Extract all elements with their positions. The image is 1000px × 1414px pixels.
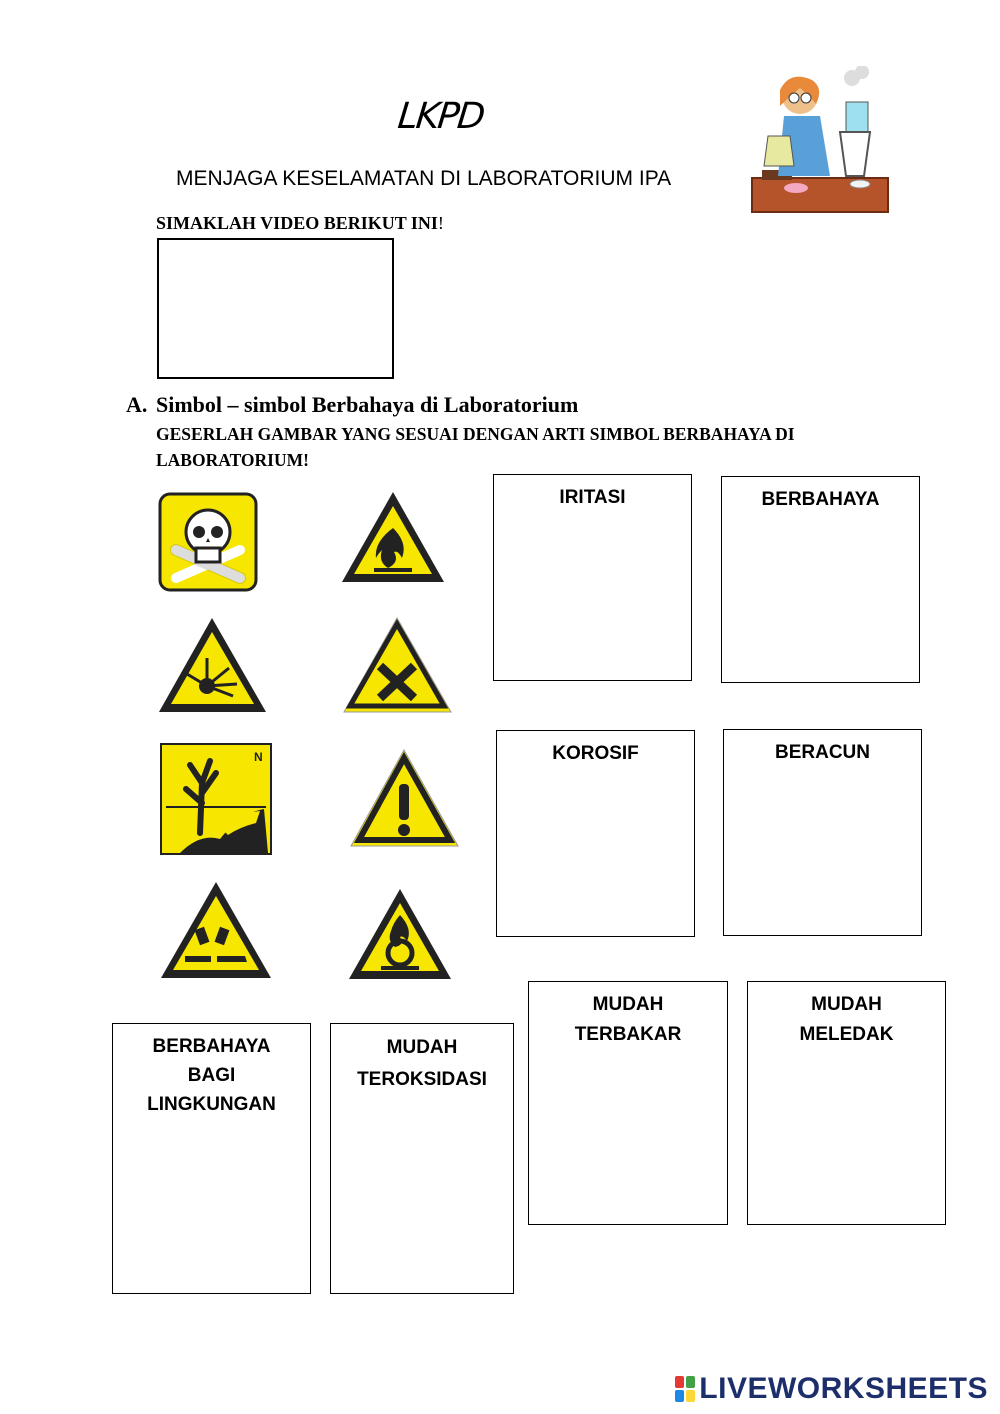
section-title: Simbol – simbol Berbahaya di Laboratorium [156,392,579,417]
liveworksheets-logo-icon [675,1376,695,1402]
scientist-illustration [750,66,890,216]
environment-hazard-symbol[interactable] [160,743,272,855]
corrosive-symbol[interactable] [157,878,275,984]
drop-box-mudah-teroksidasi[interactable]: MUDAH TEROKSIDASI [330,1023,514,1294]
video-placeholder[interactable] [157,238,394,379]
page-title: LKPD [395,96,486,137]
drop-box-berbahaya-bagi-lingkungan[interactable]: BERBAHAYA BAGI LINGKUNGAN [112,1023,311,1294]
explosive-symbol[interactable] [155,614,270,718]
liveworksheets-watermark: LIVEWORKSHEETS [675,1372,988,1406]
flammable-symbol[interactable] [338,488,448,588]
toxic-skull-symbol[interactable] [158,492,258,592]
oxidizing-symbol[interactable] [345,885,455,985]
video-instruction: SIMAKLAH VIDEO BERIKUT INI! [156,213,444,233]
drop-box-mudah-meledak[interactable]: MUDAH MELEDAK [747,981,946,1225]
section-instruction: GESERLAH GAMBAR YANG SESUAI DENGAN ARTI SIMBOL BERBAHAYA DI LABORATORIUM! [156,424,795,470]
drop-box-korosif[interactable]: KOROSIF [496,730,695,937]
drop-box-mudah-terbakar[interactable]: MUDAH TERBAKAR [528,981,728,1225]
harmful-irritant-symbol[interactable] [340,614,455,718]
drop-box-berbahaya[interactable]: BERBAHAYA [721,476,920,683]
svg-text:N: N [254,750,263,764]
page-subtitle: MENJAGA KESELAMATAN DI LABORATORIUM IPA [176,167,672,190]
drop-box-beracun[interactable]: BERACUN [723,729,922,936]
general-warning-symbol[interactable] [347,746,462,852]
drop-box-iritasi[interactable]: IRITASI [493,474,692,681]
section-number: A. [126,392,148,417]
